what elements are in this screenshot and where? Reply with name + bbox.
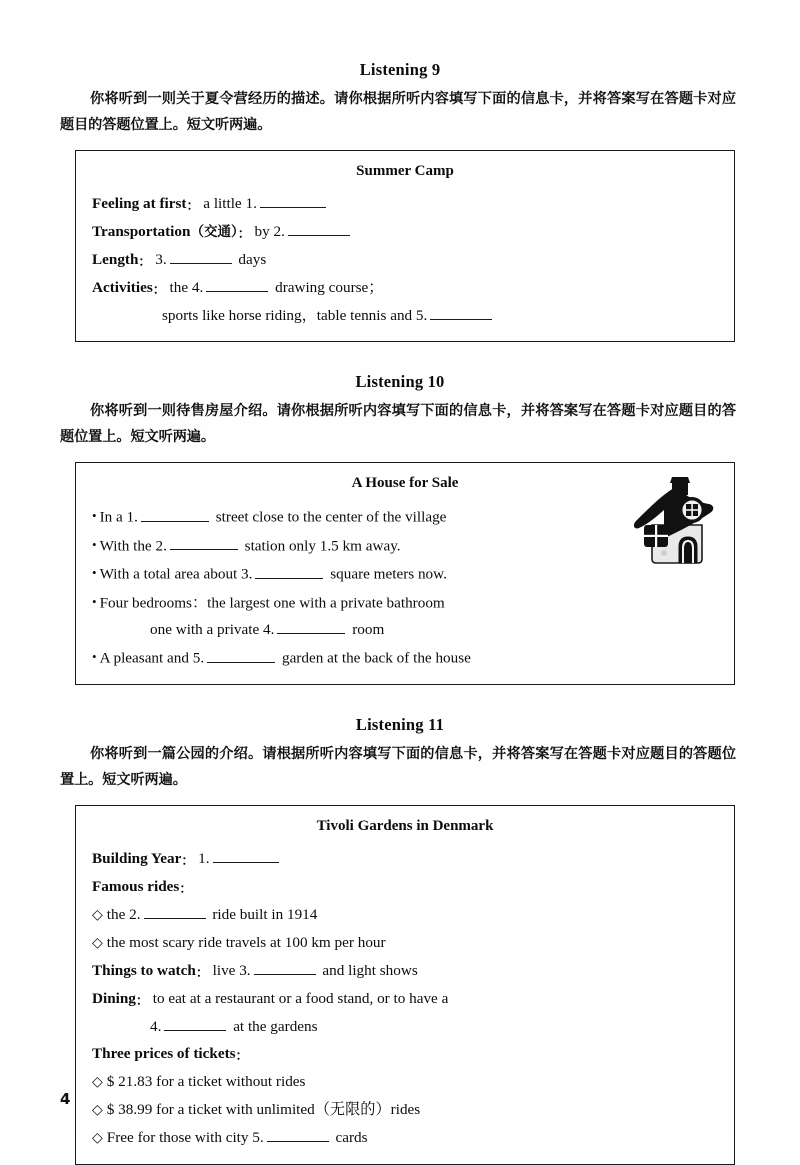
answer-blank-3[interactable] [255,565,323,579]
line-text-b: drawing course； [275,279,384,296]
line-text-a: A pleasant and 5. [99,649,205,667]
line-text-b: days [238,251,267,268]
line-text-a: $ 21.83 for a ticket without rides [106,1072,306,1090]
section-listening-9 [60,60,740,342]
card-line [92,588,716,617]
card-line [92,957,716,985]
card-line [92,190,716,218]
bullet-icon: • [92,565,97,580]
line-text-a: the 2. [106,905,141,923]
diamond-icon: ◇ [92,935,103,951]
line-text-a: In a 1. [99,508,138,526]
line-colon: ： [237,227,250,242]
line-text-a: by 2. [254,223,285,240]
line-text-b: street close to the center of the village [215,508,447,526]
line-text-a: Free for those with city 5. [106,1128,264,1146]
line-text-b: at the gardens [233,1017,318,1035]
answer-blank-4[interactable] [164,1017,226,1031]
answer-blank-1[interactable] [213,849,279,863]
card-line [92,1068,716,1096]
line-text-b: room [352,621,385,638]
line-label: Transportation [92,223,191,240]
house-icon [622,475,726,567]
page-number: 4 [60,1090,71,1108]
line-label: Famous rides [92,877,180,895]
card-line [92,985,716,1013]
diamond-icon: ◇ [92,1102,103,1118]
answer-blank-1[interactable] [260,194,326,208]
line-text-b: cards [335,1128,368,1146]
card-body [76,845,734,1152]
line-text-a: Four bedrooms：the largest one with a private bathroom [99,594,445,611]
card-line [92,1013,716,1040]
section-title: Listening 9 [359,60,441,79]
section-instruction: 你将听到一则关于夏令营经历的描述。请你根据所听内容填写下面的信息卡，并将答案写在答题卡对应题目的答题位置上。短文听两遍。 [60,91,736,133]
section-listening-10 [60,372,740,685]
section-title: Listening 11 [355,714,445,734]
section-instruction: 你将听到一篇公园的介绍。请根据所听内容填写下面的信息卡，并将答案写在答题卡对应题目的答题位置上。短文听两遍。 [60,745,736,788]
answer-blank-1[interactable] [141,508,209,522]
card-line [92,929,716,957]
line-colon: ： [195,965,208,981]
line-colon: ： [186,199,199,214]
line-text-b: station only 1.5 km away. [244,537,401,554]
diamond-icon: ◇ [92,1074,103,1090]
line-colon: ： [135,993,148,1009]
card-line [92,845,716,873]
card-line [92,302,716,329]
line-label: Activities [92,279,153,296]
card-line [92,873,716,901]
answer-blank-2[interactable] [144,905,206,919]
line-text-b: square meters now. [330,565,447,583]
info-card-house-for-sale [75,462,735,685]
card-line [92,901,716,929]
answer-blank-5[interactable] [207,649,275,663]
bullet-icon: • [92,593,97,609]
card-line [92,218,716,246]
line-text-a: 4. [150,1017,162,1035]
line-label: Three prices of tickets [92,1044,236,1062]
section-listening-11 [60,715,740,1165]
line-label: Dining [92,989,136,1007]
diamond-icon: ◇ [92,1130,103,1146]
section-title: Listening 10 [355,372,445,391]
answer-blank-5[interactable] [430,306,492,320]
card-line [92,246,716,274]
bullet-icon: • [92,508,97,523]
diamond-icon: ◇ [92,907,103,923]
line-text-a: to eat at a restaurant or a food stand, or to have a [152,989,449,1007]
answer-blank-2[interactable] [170,536,238,550]
bullet-icon: • [92,536,97,552]
line-label: Things to watch [92,961,196,979]
line-label: Feeling at first [92,195,187,212]
line-label: Building Year [92,849,182,867]
section-instruction: 你将听到一则待售房屋介绍。请你根据所听内容填写下面的信息卡，并将答案写在答题卡对应题目的答题位置上。短文听两遍。 [60,403,736,445]
answer-blank-2[interactable] [288,222,350,236]
line-text-a: $ 38.99 for a ticket with unlimited（无限的）rides [106,1100,421,1118]
line-text-a: a little 1. [203,195,257,212]
line-text-b: ride built in 1914 [212,905,318,923]
line-text-a: sports like horse riding，table tennis and 5. [162,307,428,324]
line-label: Length [92,251,139,268]
section-gap [60,342,740,372]
line-colon: ： [152,283,165,298]
info-card-summer-camp [75,150,735,342]
line-text-b: garden at the back of the house [281,649,471,667]
answer-blank-3[interactable] [170,250,232,264]
answer-blank-3[interactable] [254,961,316,975]
line-colon: ： [235,1048,248,1064]
answer-blank-4[interactable] [277,620,345,634]
card-body [76,190,734,329]
bullet-icon: • [92,649,97,664]
section-gap [60,685,740,715]
line-colon: ： [181,853,194,869]
answer-blank-5[interactable] [267,1128,329,1142]
line-text-b: and light shows [322,961,418,979]
line-colon: ： [138,255,151,270]
card-title: A House for Sale [351,475,459,491]
card-line [92,1040,716,1068]
answer-blank-4[interactable] [206,278,268,292]
line-text-a: the 4. [169,279,204,296]
card-line [92,616,716,643]
card-line [92,1096,716,1124]
line-text-a: live 3. [212,961,251,979]
card-line [92,274,716,302]
card-line [92,1124,716,1152]
line-text-a: 1. [198,849,210,867]
card-title: Summer Camp [356,163,454,179]
info-card-tivoli-gardens [75,805,735,1165]
line-text-a: With a total area about 3. [99,565,253,583]
line-text-a: the most scary ride travels at 100 km per hour [106,933,386,951]
line-colon: ： [179,881,192,897]
line-text-a: With the 2. [99,537,167,554]
line-text-a: one with a private 4. [150,621,275,638]
card-title: Tivoli Gardens in Denmark [316,817,494,834]
line-text-a: 3. [155,251,167,268]
page-content [60,60,740,1165]
card-line [92,643,716,672]
line-paren-cn: （交通） [190,224,238,240]
